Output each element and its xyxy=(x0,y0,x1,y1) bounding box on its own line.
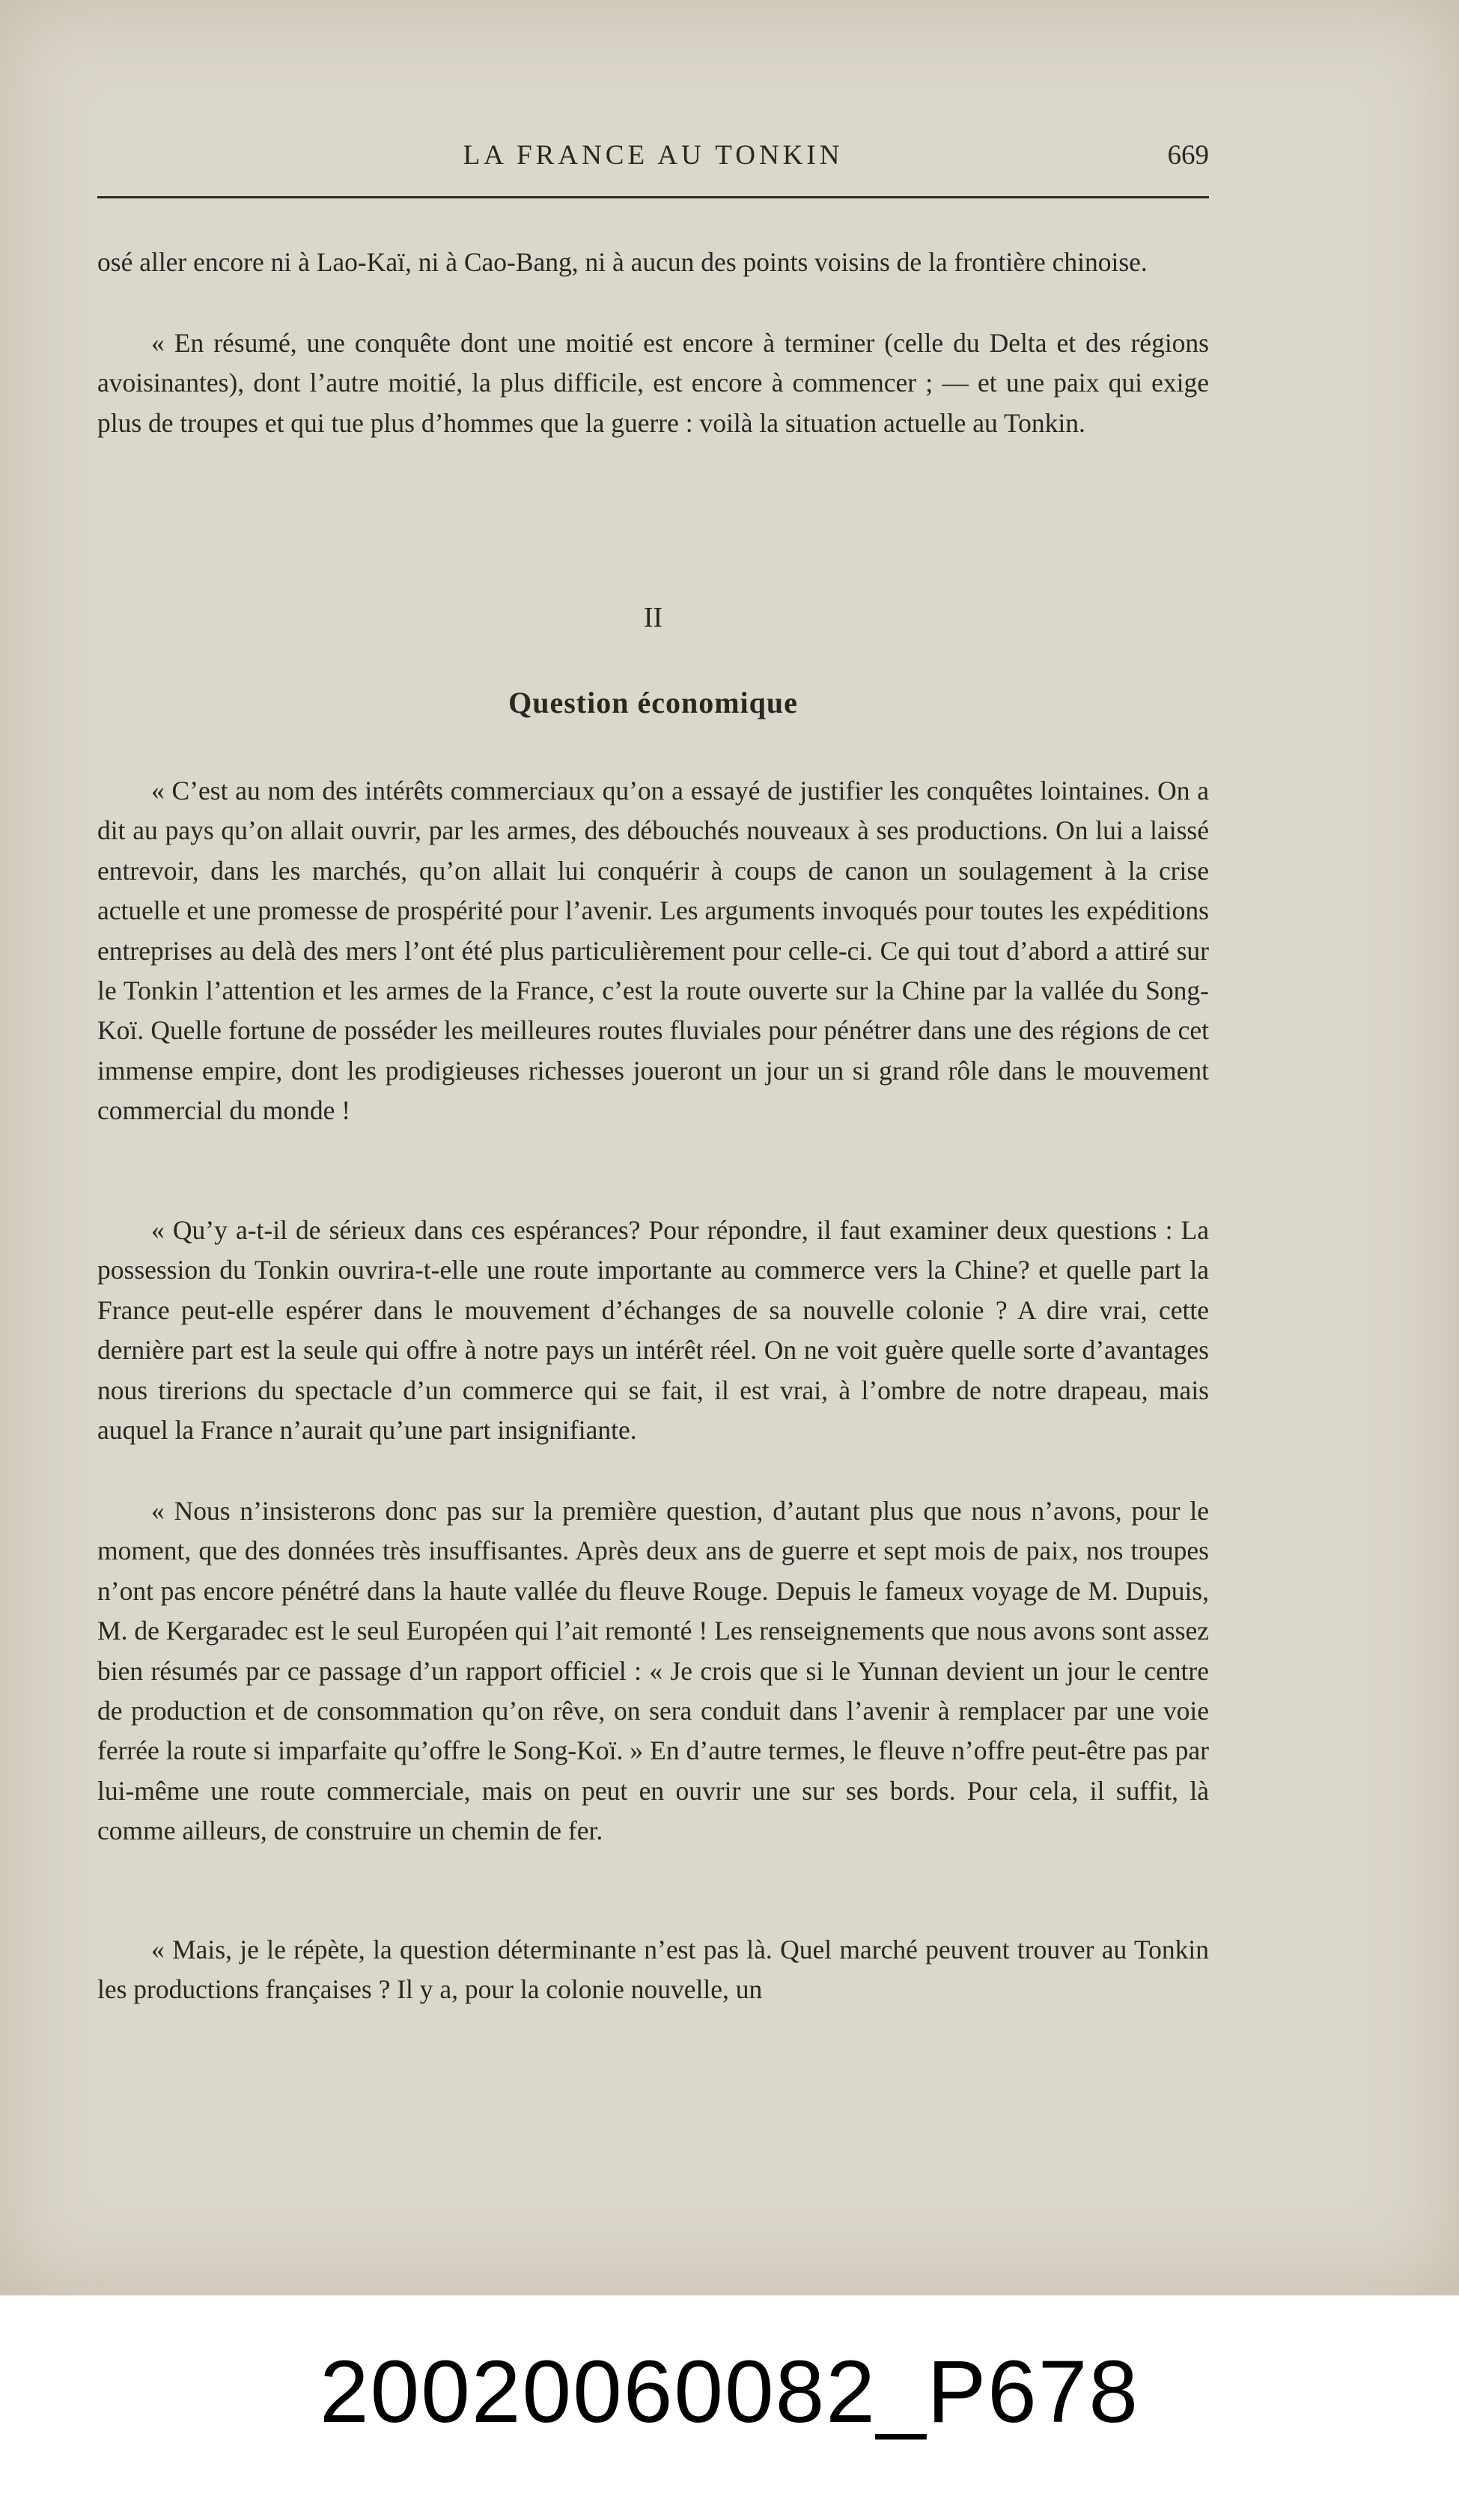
page-number: 669 xyxy=(1167,140,1209,171)
paragraph-market: « Mais, je le répète, la question déterminante n’est pas là. Quel marché peuvent trouver au Tonkin les productions françaises ? Il y a, pour la colonie nouvelle, un xyxy=(97,1935,1209,2005)
running-title: LA FRANCE AU TONKIN xyxy=(463,140,844,171)
paragraph-first-question: « Nous n’insisterons donc pas sur la première question, d’autant plus que nous n’avons, pour le moment, que des données très insuffisantes. Après deux ans de guerre et sept mois de paix, nos troupes n’ont pas encore pénétré dans la haute vallée du fleuve Rouge. Depuis le fameux voyage de M. Dupuis, M. de Kergaradec est le seul Européen qui l’ait remonté ! Les renseignements que nous avons sont assez bien résumés par ce passage d’un rapport officiel : « Je crois que si le Yunnan devient un jour le centre de production et de consommation qu’on rêve, on sera conduit dans l’avenir à remplacer par une voie ferrée la route si imparfaite qu’offre le Song-Koï. » En d’autre termes, le fleuve n’offre peut-être pas par lui-même une route commerciale, mais on peut en ouvrir une sur ses bords. Pour cela, il suffit, là comme ailleurs, de construire un chemin de fer. xyxy=(97,1496,1209,1846)
section-numeral: II xyxy=(643,602,663,633)
paragraph-commercial-interests: « C’est au nom des intérêts commerciaux qu’on a essayé de justifier les conquêtes lointaines. On a dit au pays qu’on allait ouvrir, par les armes, des débouchés nouveaux à ses productions. On lui a laissé entrevoir, dans les marchés, qu’on allait lui conquérir à coups de canon un soulagement à la crise actuelle et une promesse de prospérité pour l’avenir. Les arguments invoqués pour toutes les expéditions entreprises au delà des mers l’ont été plus particulièrement pour celle-ci. Ce qui tout d’abord a attiré sur le Tonkin l’attention et les armes de la France, c’est la route ouverte sur la Chine par la vallée du Song-Koï. Quelle fortune de posséder les meilleures routes fluviales pour pénétrer dans une des régions de cet immense empire, dont les prodigieuses richesses joueront un jour un si grand rôle dans le mouvement commercial du monde ! xyxy=(97,776,1209,1126)
paragraph-continuation: osé aller encore ni à Lao-Kaï, ni à Cao-Bang, ni à aucun des points voisins de la frontière chinoise. xyxy=(97,247,1148,277)
archive-id-label: 20020060082_P678 xyxy=(319,2343,1140,2441)
section-title: Question économique xyxy=(508,686,798,719)
header-rule xyxy=(97,196,1209,198)
paragraph-hopes: « Qu’y a-t-il de sérieux dans ces espérances? Pour répondre, il faut examiner deux questions : La possession du Tonkin ouvrira-t-elle une route importante au commerce vers la Chine? et quelle part la France peut-elle espérer dans le mouvement d’échanges de sa nouvelle colonie ? A dire vrai, cette dernière part est la seule qui offre à notre pays un intérêt réel. On ne voit guère quelle sorte d’avantages nous tirerions du spectacle d’un commerce qui se fait, il est vrai, à l’ombre de notre drapeau, mais auquel la France n’aurait qu’une part insignifiante. xyxy=(97,1215,1209,1446)
running-header xyxy=(97,133,1209,178)
paragraph-summary: « En résumé, une conquête dont une moitié est encore à terminer (celle du Delta et des régions avoisinantes), dont l’autre moitié, la plus difficile, est encore à commencer ; — et une paix qui exige plus de troupes et qui tue plus d’hommes que la guerre : voilà la situation actuelle au Tonkin. xyxy=(97,328,1209,438)
